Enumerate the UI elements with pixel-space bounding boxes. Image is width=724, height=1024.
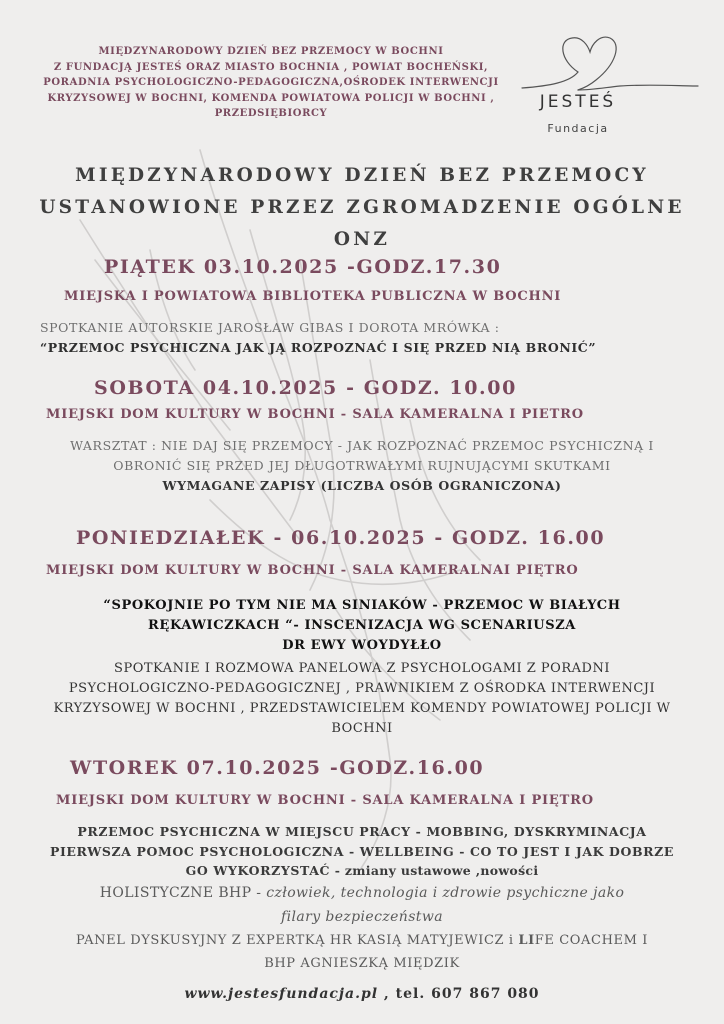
title-line: USTANOWIONE PRZEZ ZGROMADZENIE OGÓLNE: [39, 197, 685, 218]
event-4-panel-line: [20, 929, 704, 952]
event-3-description-line: SPOTKANIE I ROZMOWA PANELOWA Z PSYCHOLOGAMI Z PORADNI: [114, 661, 610, 676]
event-4-panel-head: PANEL DYSKUSYJNY Z EXPERTKĄ HR KASIĄ MATYJEWICZ i: [76, 933, 519, 948]
event-4-topic-line: PIERWSZA POMOC PSYCHOLOGICZNA - WELLBEING - CO TO JEST I JAK DOBRZE: [49, 843, 674, 859]
event-2-registration-text: WYMAGANE ZAPISY (LICZBA OSÓB OGRANICZONA): [162, 478, 562, 493]
phone-number[interactable]: 607 867 080: [431, 986, 540, 1002]
logo-subtitle: Fundacja: [547, 122, 609, 135]
organizers-line: MIĘDZYNARODOWY DZIEŃ BEZ PRZEMOCY W BOCHNI: [98, 46, 444, 57]
event-4-bhp-italic-2: filary bezpieczeństwa: [281, 909, 443, 925]
organizers-line: KRYZYSOWEJ W BOCHNI, KOMENDA POWIATOWA POLICJI W BOCHNI ,: [47, 92, 495, 104]
event-4-bhp-head: HOLISTYCZNE BHP -: [99, 885, 267, 901]
event-3-description-line: BOCHNI: [331, 721, 393, 736]
title-line: ONZ: [333, 229, 391, 250]
organizers-line: Z FUNDACJĄ JESTEŚ ORAZ MIASTO BOCHNIA , POWIAT BOCHEŃSKI,: [53, 61, 489, 73]
event-3-description-line: KRYZYSOWEJ W BOCHNI , PRZEDSTAWICIELEM KOMENDY POWIATOWEJ POLICJI W: [53, 701, 671, 716]
footer-contact: [0, 986, 724, 1002]
organizers-header: [26, 44, 516, 122]
organizers-line: PORADNIA PSYCHOLOGICZNO-PEDAGOGICZNA,OŚRODEK INTERWENCJI: [43, 77, 499, 88]
event-3-description: [20, 659, 704, 739]
title-line: MIĘDZYNARODOWY DZIEŃ BEZ PRZEMOCY: [75, 165, 649, 186]
event-4-topic-line: PRZEMOC PSYCHICZNA W MIEJSCU PRACY - MOBBING, DYSKRYMINACJA: [77, 824, 647, 839]
logo-name: JESTEŚ: [539, 92, 617, 112]
event-1-topic: “PRZEMOC PSYCHICZNA JAK JĄ ROZPOZNAĆ I SIĘ PRZED NIĄ BRONIĆ”: [40, 340, 597, 355]
event-4-venue: MIEJSKI DOM KULTURY W BOCHNI - SALA KAMERALNA I PIĘTRO: [56, 793, 594, 808]
event-4-panel-line-2: BHP AGNIESZKĄ MIĘDZIK: [264, 956, 460, 971]
page-title: [0, 160, 724, 256]
event-4-bhp-line: [20, 905, 704, 929]
website-link[interactable]: www.jestesfundacja.pl: [184, 986, 379, 1002]
footer-separator: , tel.: [378, 986, 432, 1002]
event-4-topics: [30, 822, 694, 881]
event-3-title-line: RĘKAWICZKACH “- INSCENIZACJA WG SCENARIUSZA: [148, 618, 576, 633]
event-2-venue: MIEJSKI DOM KULTURY W BOCHNI - SALA KAMERALNA I PIETRO: [46, 407, 584, 422]
event-2-description-line: OBRONIĆ SIĘ PRZED JEJ DŁUGOTRWAŁYMI RUJNUJĄCYMI SKUTKAMI: [113, 458, 611, 473]
event-4-panel-bold: LI: [518, 933, 535, 948]
event-3-title: [40, 596, 684, 656]
event-4-topic-line-head: GO WYKORZYSTAĆ: [185, 863, 331, 878]
event-3-title-line: DR EWY WOYDYŁŁO: [282, 638, 442, 653]
event-2-registration-note: [20, 478, 704, 493]
event-1-venue: MIEJSKA I POWIATOWA BIBLIOTEKA PUBLICZNA W BOCHNI: [64, 289, 562, 304]
event-1-day: PIĄTEK 03.10.2025 -GODZ.17.30: [104, 256, 502, 278]
event-4-bhp-line: [20, 881, 704, 905]
event-4-topic-line-tail: - zmiany ustawowe ,nowości: [330, 863, 539, 878]
event-4-bhp: [20, 881, 704, 929]
event-4-topic-line: [30, 861, 694, 881]
event-3-title-line: “SPOKOJNIE PO TYM NIE MA SINIAKÓW - PRZEMOC W BIAŁYCH: [103, 598, 621, 613]
event-3-day: PONIEDZIAŁEK - 06.10.2025 - GODZ. 16.00: [76, 527, 606, 549]
event-4-panel-tail: FE COACHEM I: [534, 933, 648, 948]
event-2-description-line: WARSZTAT : NIE DAJ SIĘ PRZEMOCY - JAK ROZPOZNAĆ PRZEMOC PSYCHICZNĄ I: [70, 438, 654, 453]
event-4-panel: [20, 929, 704, 975]
event-4-bhp-italic: człowiek, technologia i zdrowie psychiczne jako: [266, 885, 625, 901]
event-3-description-line: PSYCHOLOGICZNO-PEDAGOGICZNEJ , PRAWNIKIEM Z OŚRODKA INTERWENCJI: [68, 681, 656, 696]
event-1-description: SPOTKANIE AUTORSKIE JAROSŁAW GIBAS I DOROTA MRÓWKA :: [40, 320, 500, 335]
event-2-day: SOBOTA 04.10.2025 - GODZ. 10.00: [94, 377, 517, 399]
organizers-line: PRZEDSIĘBIORCY: [214, 108, 328, 119]
event-4-day: WTOREK 07.10.2025 -GODZ.16.00: [70, 757, 485, 779]
event-3-venue: MIEJSKI DOM KULTURY W BOCHNI - SALA KAMERALNAI PIĘTRO: [46, 563, 579, 578]
